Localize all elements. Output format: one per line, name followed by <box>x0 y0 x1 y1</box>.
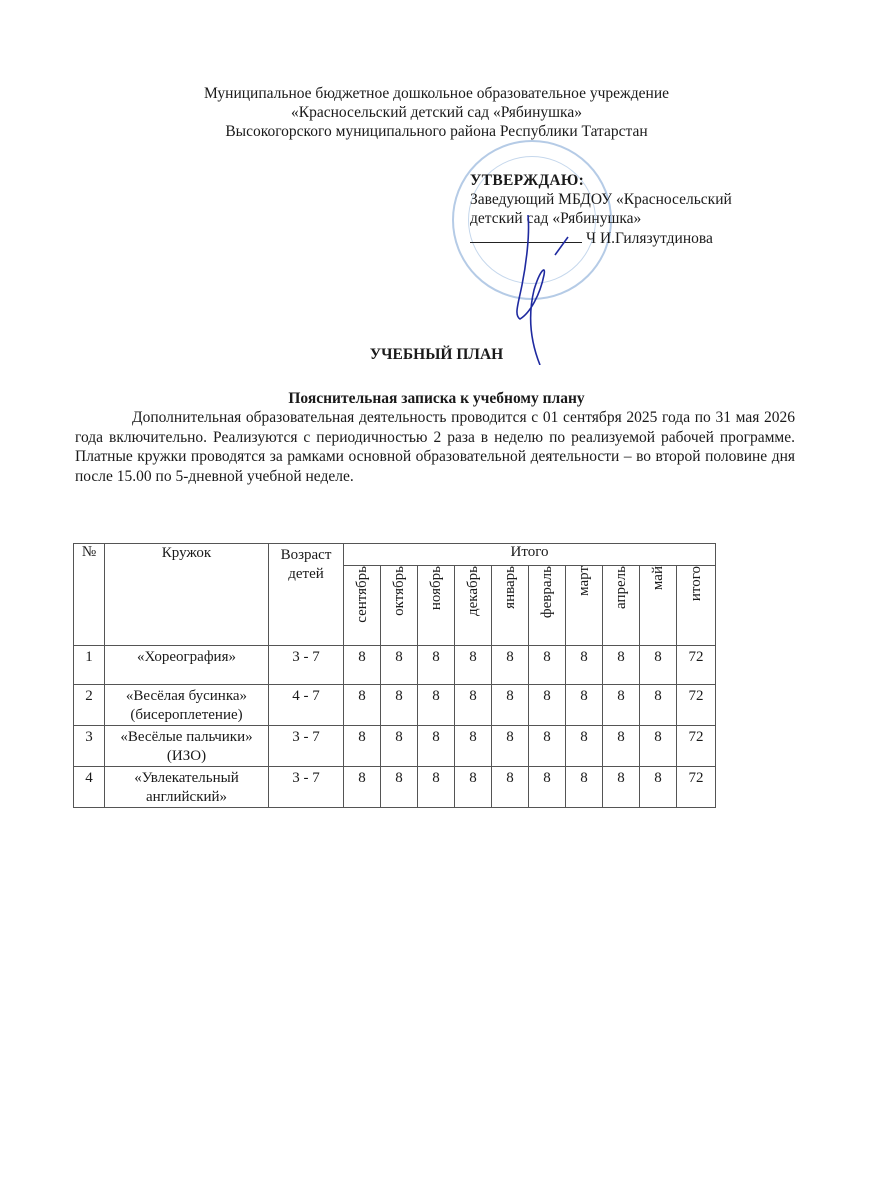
row-value: 8 <box>603 767 640 808</box>
row-club: «Весёлая бусинка» (бисероплетение) <box>105 685 269 726</box>
row-age: 3 - 7 <box>269 726 344 767</box>
approval-position-line2: детский сад «Рябинушка» <box>470 210 642 227</box>
row-value: 8 <box>455 646 492 685</box>
row-value: 8 <box>381 767 418 808</box>
header-month: апрель <box>603 566 640 646</box>
note-title: Пояснительная записка к учебному плану <box>288 390 585 407</box>
row-value: 8 <box>640 726 677 767</box>
row-value: 8 <box>640 646 677 685</box>
header-month: декабрь <box>455 566 492 646</box>
row-num: 4 <box>74 767 105 808</box>
handwritten-signature-icon <box>500 215 580 365</box>
org-name-line3: Высокогорского муниципального района Республики Татарстан <box>225 123 648 140</box>
row-num: 1 <box>74 646 105 685</box>
header-num: № <box>74 544 105 646</box>
table-row <box>74 685 716 726</box>
row-value: 8 <box>603 726 640 767</box>
row-value: 8 <box>492 646 529 685</box>
org-name-line1: Муниципальное бюджетное дошкольное образовательное учреждение <box>204 85 669 102</box>
row-value: 8 <box>566 685 603 726</box>
row-value: 8 <box>455 685 492 726</box>
row-total: 72 <box>677 646 716 685</box>
row-value: 8 <box>603 685 640 726</box>
row-num: 2 <box>74 685 105 726</box>
row-value: 8 <box>418 646 455 685</box>
approval-title: УТВЕРЖДАЮ: <box>470 172 585 189</box>
header-month: сентябрь <box>344 566 381 646</box>
row-num: 3 <box>74 726 105 767</box>
table-row <box>74 646 716 685</box>
row-value: 8 <box>566 767 603 808</box>
document-title: УЧЕБНЫЙ ПЛАН <box>369 346 504 363</box>
approval-position-line1: Заведующий МБДОУ «Красносельский <box>470 191 732 208</box>
row-value: 8 <box>418 726 455 767</box>
row-total: 72 <box>677 767 716 808</box>
row-value: 8 <box>381 646 418 685</box>
row-value: 8 <box>344 767 381 808</box>
note-text: Дополнительная образовательная деятельность проводится с 01 сентября 2025 года по 31 мая 2026 года включительно. Реализуются с периодичностью 2 раза в неделю по реализуемой рабочей программе. Платные кружки проводятся за рамками основной образовательной деятельности – во второй половине дня после 15.00 по 5-дневной учебной неделе. <box>75 409 795 485</box>
row-total: 72 <box>677 685 716 726</box>
org-name-line2: «Красносельский детский сад «Рябинушка» <box>291 104 582 121</box>
header-month: октябрь <box>381 566 418 646</box>
row-value: 8 <box>529 767 566 808</box>
row-age: 4 - 7 <box>269 685 344 726</box>
approval-signer: Ч И.Гилязутдинова <box>586 230 713 247</box>
row-total: 72 <box>677 726 716 767</box>
row-age: 3 - 7 <box>269 646 344 685</box>
row-value: 8 <box>640 767 677 808</box>
row-value: 8 <box>492 685 529 726</box>
header-club: Кружок <box>105 544 269 646</box>
row-value: 8 <box>418 685 455 726</box>
row-value: 8 <box>529 646 566 685</box>
row-value: 8 <box>418 767 455 808</box>
row-age: 3 - 7 <box>269 767 344 808</box>
header-month: март <box>566 566 603 646</box>
table-row <box>74 726 716 767</box>
header-month: январь <box>492 566 529 646</box>
table-row <box>74 767 716 808</box>
row-value: 8 <box>566 646 603 685</box>
row-value: 8 <box>455 767 492 808</box>
row-value: 8 <box>529 726 566 767</box>
row-value: 8 <box>344 726 381 767</box>
row-club: «Увлекательный английский» <box>105 767 269 808</box>
row-value: 8 <box>492 767 529 808</box>
header-total: итого <box>677 566 716 646</box>
header-month: май <box>640 566 677 646</box>
row-value: 8 <box>381 726 418 767</box>
curriculum-table <box>73 543 716 808</box>
row-value: 8 <box>566 726 603 767</box>
header-month: ноябрь <box>418 566 455 646</box>
header-month: февраль <box>529 566 566 646</box>
row-club: «Хореография» <box>105 646 269 685</box>
row-value: 8 <box>492 726 529 767</box>
row-club: «Весёлые пальчики» (ИЗО) <box>105 726 269 767</box>
row-value: 8 <box>381 685 418 726</box>
header-age: Возраст детей <box>269 544 344 646</box>
header-total-group: Итого <box>344 544 716 566</box>
row-value: 8 <box>344 685 381 726</box>
row-value: 8 <box>529 685 566 726</box>
row-value: 8 <box>603 646 640 685</box>
row-value: 8 <box>640 685 677 726</box>
row-value: 8 <box>344 646 381 685</box>
row-value: 8 <box>455 726 492 767</box>
